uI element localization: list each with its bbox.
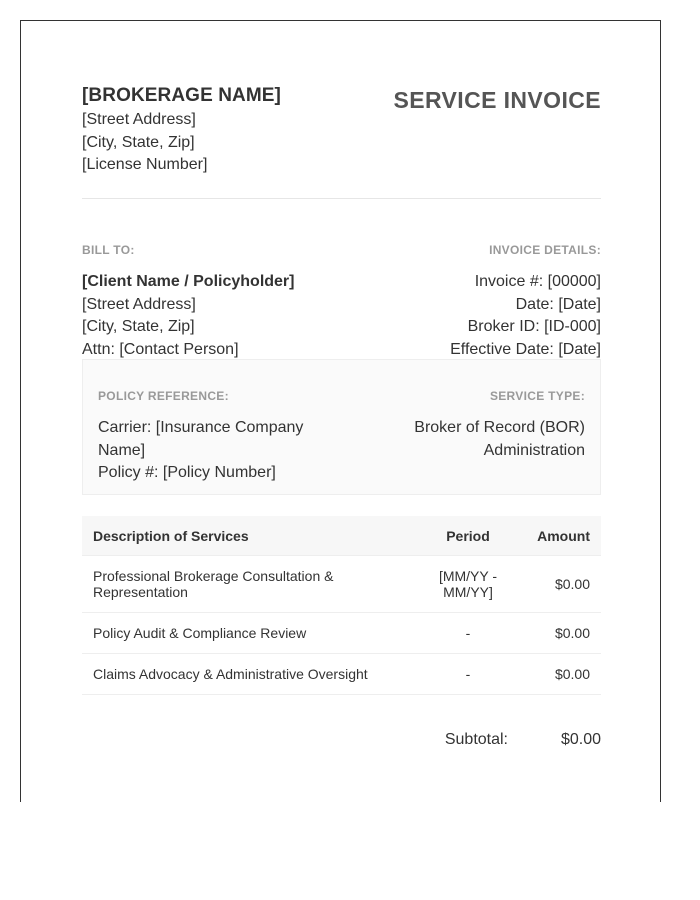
bill-to-block: [82, 243, 294, 361]
invoice-details-block: [450, 243, 601, 361]
service-amount: $0.00: [524, 613, 601, 654]
invoice-number: Invoice #: [00000]: [474, 273, 601, 290]
brokerage-city-state-zip: [City, State, Zip]: [82, 133, 195, 151]
service-period: -: [412, 654, 524, 695]
bill-to-label: BILL TO:: [82, 243, 135, 257]
brokerage-address-block: [82, 109, 207, 177]
service-description: Policy Audit & Compliance Review: [82, 613, 412, 654]
invoice-content: [82, 84, 601, 748]
service-period: -: [412, 613, 524, 654]
policy-reference-label: POLICY REFERENCE:: [98, 389, 229, 403]
table-header-row: [82, 516, 601, 556]
invoice-page: [20, 20, 661, 802]
invoice-header: [82, 84, 601, 199]
service-type-value: Broker of Record (BOR) Administration: [414, 419, 585, 459]
service-type-block: [385, 389, 585, 462]
brokerage-license: [License Number]: [82, 156, 208, 173]
header-description: Description of Services: [82, 516, 412, 556]
subtotal-label: Subtotal:: [444, 731, 508, 748]
service-description: Professional Brokerage Consultation & Representation: [82, 556, 412, 613]
header-period: Period: [412, 516, 524, 556]
client-attn: Attn: [Contact Person]: [82, 340, 239, 358]
client-name: [Client Name / Policyholder]: [82, 273, 295, 290]
service-description: Claims Advocacy & Administrative Oversight: [82, 654, 412, 695]
document-title: SERVICE INVOICE: [393, 87, 601, 113]
invoice-details-label: INVOICE DETAILS:: [489, 243, 601, 257]
service-type-label: SERVICE TYPE:: [489, 389, 585, 403]
carrier: Carrier: [Insurance Company Name]: [98, 419, 304, 459]
brokerage-name: [BROKERAGE NAME]: [82, 85, 281, 106]
services-table: [82, 516, 601, 695]
effective-date: Effective Date: [Date]: [450, 340, 601, 358]
table-row: [82, 613, 601, 654]
header-amount: Amount: [524, 516, 601, 556]
client-street: [Street Address]: [82, 295, 196, 313]
subtotal-row: [82, 695, 601, 748]
client-city-state-zip: [City, State, Zip]: [82, 318, 195, 335]
policy-number: Policy #: [Policy Number]: [98, 464, 276, 481]
invoice-date: Date: [Date]: [515, 295, 601, 313]
service-amount: $0.00: [524, 556, 601, 613]
subtotal-value: $0.00: [560, 731, 601, 748]
table-row: [82, 556, 601, 613]
policy-reference-box: [82, 359, 601, 495]
service-amount: $0.00: [524, 654, 601, 695]
brokerage-street: [Street Address]: [82, 111, 196, 128]
service-period: [MM/YY - MM/YY]: [412, 556, 524, 613]
broker-id: Broker ID: [ID-000]: [467, 318, 601, 335]
table-row: [82, 654, 601, 695]
policy-reference-block: [98, 389, 338, 485]
billing-section: [82, 199, 601, 359]
